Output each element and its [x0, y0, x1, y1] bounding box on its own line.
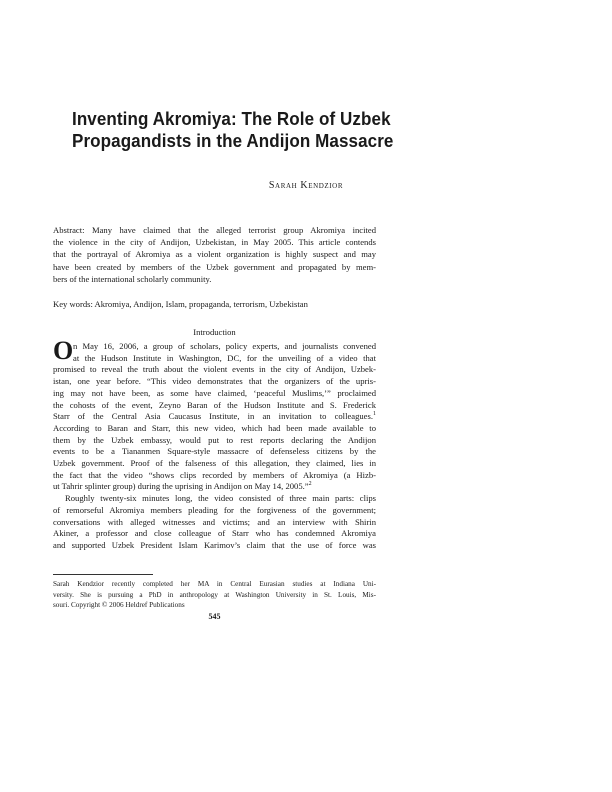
footnote-mark: 1: [373, 411, 376, 418]
body-line: the cohosts of the event, Zeyno Baran of the Hudson Institute and S. Frederick: [53, 399, 376, 410]
body-line: events to be a Tiananmen Square-style massacre of defenseless citizens by the: [53, 446, 376, 457]
drop-cap: O: [53, 336, 74, 365]
title-line: Propagandists in the Andijon Massacre: [72, 130, 394, 151]
body-line: and supported Uzbek President Islam Karimov’s claim that the use of force was: [53, 539, 376, 550]
article-title: [72, 108, 440, 152]
body-line: istan, one year before. “This video demonstrates that the organizers of the upris-: [53, 376, 376, 387]
footnote-line: souri. Copyright © 2006 Heldref Publications: [53, 601, 185, 609]
footnote-line: versity. She is pursuing a PhD in anthropology at Washington University in St. Louis, Mis-: [53, 590, 376, 599]
page-number: 545: [208, 612, 221, 621]
abstract-line: that the portrayal of Akromiya as a violent organization is highly suspect and may: [53, 249, 376, 260]
body-line: Roughly twenty-six minutes long, the video consisted of three main parts: clips: [65, 493, 376, 504]
body-line: of remorseful Akromiya members pleading for the forgiveness of the government;: [53, 504, 376, 515]
abstract-line: bers of the international scholarly community.: [53, 273, 212, 284]
body-line: conversations with alleged witnesses and victims; and an interview with Shirin: [53, 516, 376, 527]
abstract-line: have been created by members of the Uzbek government and propagated by mem-: [53, 261, 376, 272]
body-line: Akiner, a professor and close colleague of Starr who has condemned Akromiya: [53, 528, 376, 539]
body-line: the fact that the video “shows clips recorded by members of Akromiya (a Hizb-: [53, 469, 376, 480]
body-line: According to Baran and Starr, this new video, which had been made available to: [53, 422, 376, 433]
body-text: [53, 336, 376, 552]
abstract-line: the violence in the city of Andijon, Uzbekistan, in May 2005. This article contends: [53, 237, 376, 248]
author-footnote: [53, 579, 376, 611]
abstract: [53, 224, 376, 285]
footnote-rule: [53, 574, 153, 575]
body-line: [53, 481, 376, 493]
section-heading: Introduction: [193, 327, 236, 337]
body-line: them by the Uzbek embassy, would put to rest reports declaring the Andijon: [53, 434, 376, 445]
title-line: Inventing Akromiya: The Role of Uzbek: [72, 108, 391, 129]
body-line: n May 16, 2006, a group of scholars, policy experts, and journalists convened: [73, 341, 376, 351]
abstract-line: Abstract: Many have claimed that the alleged terrorist group Akromiya incited: [53, 225, 376, 235]
footnote-mark: 2: [308, 481, 312, 488]
author-name: Sarah Kendzior: [268, 180, 344, 191]
keywords: Key words: Akromiya, Andijon, Islam, propaganda, terrorism, Uzbekistan: [53, 299, 308, 309]
body-line-text: ut Tahrir splinter group) during the uprising in Andijon on May 14, 2005.”: [53, 481, 309, 492]
body-line: [53, 411, 376, 423]
body-line: at the Hudson Institute in Washington, DC, for the unveiling of a video that: [73, 352, 376, 363]
body-line: Uzbek government. Proof of the falseness of this allegation, they claimed, lies in: [53, 458, 376, 469]
footnote-line: Sarah Kendzior recently completed her MA in Central Eurasian studies at Indiana Uni-: [53, 580, 376, 588]
body-line: ing may not have been, as some have claimed, ‘peaceful Muslims,’” proclaimed: [53, 387, 376, 398]
body-line: promised to reveal the truth about the violent events in the city of Andijon, Uzbek-: [53, 364, 376, 375]
body-line-text: Starr of the Central Asia Caucasus Institute, in an invitation to colleagues.: [53, 411, 373, 422]
